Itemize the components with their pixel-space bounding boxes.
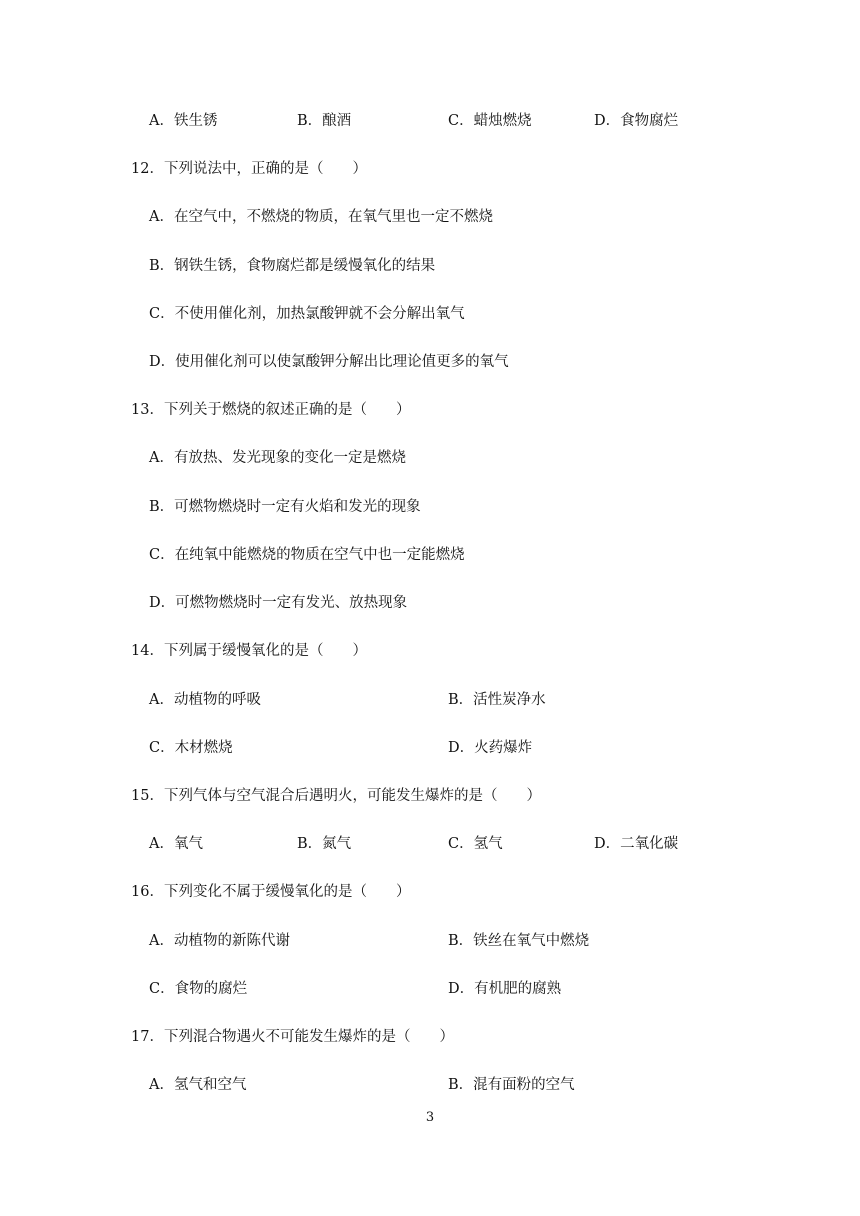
q16-option-a: A．动植物的新陈代谢 (149, 933, 290, 949)
q11-option-a: A．铁生锈 (149, 113, 218, 129)
q15-option-a: A．氧气 (149, 836, 203, 852)
q16-option-b: B．铁丝在氧气中燃烧 (448, 933, 590, 949)
q17-option-a: A．氢气和空气 (149, 1077, 247, 1093)
q13-option-b: B．可燃物燃烧时一定有火焰和发光的现象 (149, 499, 421, 515)
q16-stem: 16．下列变化不属于缓慢氧化的是（ ） (131, 884, 411, 900)
q15-option-c: C．氢气 (448, 836, 503, 852)
page-number: 3 (425, 1110, 435, 1125)
q12-stem: 12．下列说法中，正确的是（ ） (131, 161, 367, 177)
q13-option-d: D．可燃物燃烧时一定有发光、放热现象 (149, 595, 408, 611)
q13-stem: 13．下列关于燃烧的叙述正确的是（ ） (131, 402, 411, 418)
q12-option-c: C．不使用催化剂，加热氯酸钾就不会分解出氧气 (149, 306, 465, 322)
q11-option-d: D．食物腐烂 (594, 113, 679, 129)
q16-option-d: D．有机肥的腐熟 (448, 981, 562, 997)
q17-option-b: B．混有面粉的空气 (448, 1077, 575, 1093)
q14-option-b: B．活性炭净水 (448, 692, 546, 708)
q12-option-d: D．使用催化剂可以使氯酸钾分解出比理论值更多的氧气 (149, 354, 509, 370)
q13-option-c: C．在纯氧中能燃烧的物质在空气中也一定能燃烧 (149, 547, 465, 563)
q14-option-a: A．动植物的呼吸 (149, 692, 261, 708)
q13-option-a: A．有放热、发光现象的变化一定是燃烧 (149, 450, 406, 466)
q14-option-c: C．木材燃烧 (149, 740, 233, 756)
q15-option-b: B．氮气 (297, 836, 352, 852)
q12-option-a: A．在空气中，不燃烧的物质，在氧气里也一定不燃烧 (149, 209, 493, 225)
q11-option-c: C．蜡烛燃烧 (448, 113, 532, 129)
q17-stem: 17．下列混合物遇火不可能发生爆炸的是（ ） (131, 1029, 454, 1045)
q16-option-c: C．食物的腐烂 (149, 981, 248, 997)
q11-option-b: B．酿酒 (297, 113, 352, 129)
q15-stem: 15．下列气体与空气混合后遇明火，可能发生爆炸的是（ ） (131, 788, 541, 804)
q14-stem: 14．下列属于缓慢氧化的是（ ） (131, 643, 367, 659)
q12-option-b: B．钢铁生锈，食物腐烂都是缓慢氧化的结果 (149, 258, 436, 274)
q14-option-d: D．火药爆炸 (448, 740, 533, 756)
q15-option-d: D．二氧化碳 (594, 836, 679, 852)
